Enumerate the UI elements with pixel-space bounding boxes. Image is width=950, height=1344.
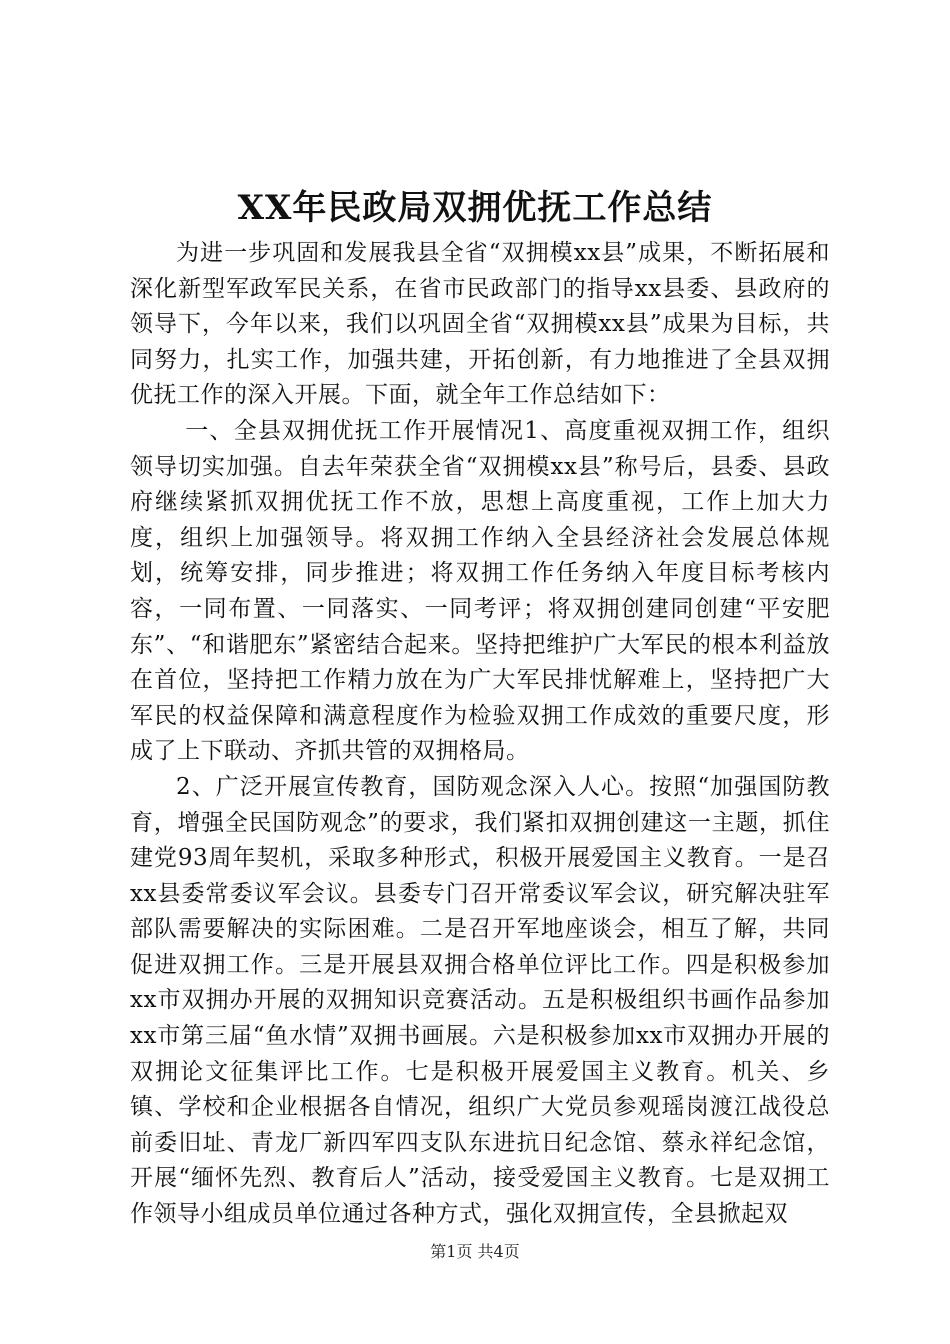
- document-body: [130, 236, 830, 1233]
- section-one-paragraph: 一、全县双拥优抚工作开展情况1、高度重视双拥工作，组织领导切实加强。自去年荣获全省“双拥模xx县”称号后，县委、县政府继续紧抓双拥优抚工作不放，思想上高度重视，工作上加大力度，组织上加强领导。将双拥工作纳入全县经济社会发展总体规划，统筹安排，同步推进；将双拥工作任务纳入年度目标考核内容，一同布置、一同落实、一同考评；将双拥创建同创建“平安肥东”、“和谐肥东”紧密结合起来。坚持把维护广大军民的根本利益放在首位，坚持把工作精力放在为广大军民排忧解难上，坚持把广大军民的权益保障和满意程度作为检验双拥工作成效的重要尺度，形成了上下联动、齐抓共管的双拥格局。: [130, 417, 830, 765]
- intro-paragraph: 为进一步巩固和发展我县全省“双拥模xx县”成果，不断拓展和深化新型军政军民关系，在省市民政部门的指导xx县委、县政府的领导下，今年以来，我们以巩固全省“双拥模xx县”成果为目标，共同努力，扎实工作，加强共建，开拓创新，有力地推进了全县双拥优抚工作的深入开展。下面，就全年工作总结如下：: [130, 240, 830, 409]
- page-footer: 第1页 共4页: [430, 1242, 520, 1261]
- document-title: XX年民政局双拥优抚工作总结: [237, 188, 713, 228]
- section-two-paragraph: 2、广泛开展宣传教育，国防观念深入人心。按照“加强国防教育，增强全民国防观念”的要求，我们紧扣双拥创建这一主题，抓住建党93周年契机，采取多种形式，积极开展爱国主义教育。一是召xx县委常委议军会议。县委专门召开常委议军会议，研究解决驻军部队需要解决的实际困难。二是召开军地座谈会，相互了解，共同促进双拥工作。三是开展县双拥合格单位评比工作。四是积极参加xx市双拥办开展的双拥知识竞赛活动。五是积极组织书画作品参加xx市第三届“鱼水情”双拥书画展。六是积极参加xx市双拥办开展的双拥论文征集评比工作。七是积极开展爱国主义教育。机关、乡镇、学校和企业根据各自情况，组织广大党员参观瑶岗渡江战役总前委旧址、青龙厂新四军四支队东进抗日纪念馆、蔡永祥纪念馆，开展“缅怀先烈、教育后人”活动，接受爱国主义教育。七是双拥工作领导小组成员单位通过各种方式，强化双拥宣传，全县掀起双: [130, 773, 830, 1228]
